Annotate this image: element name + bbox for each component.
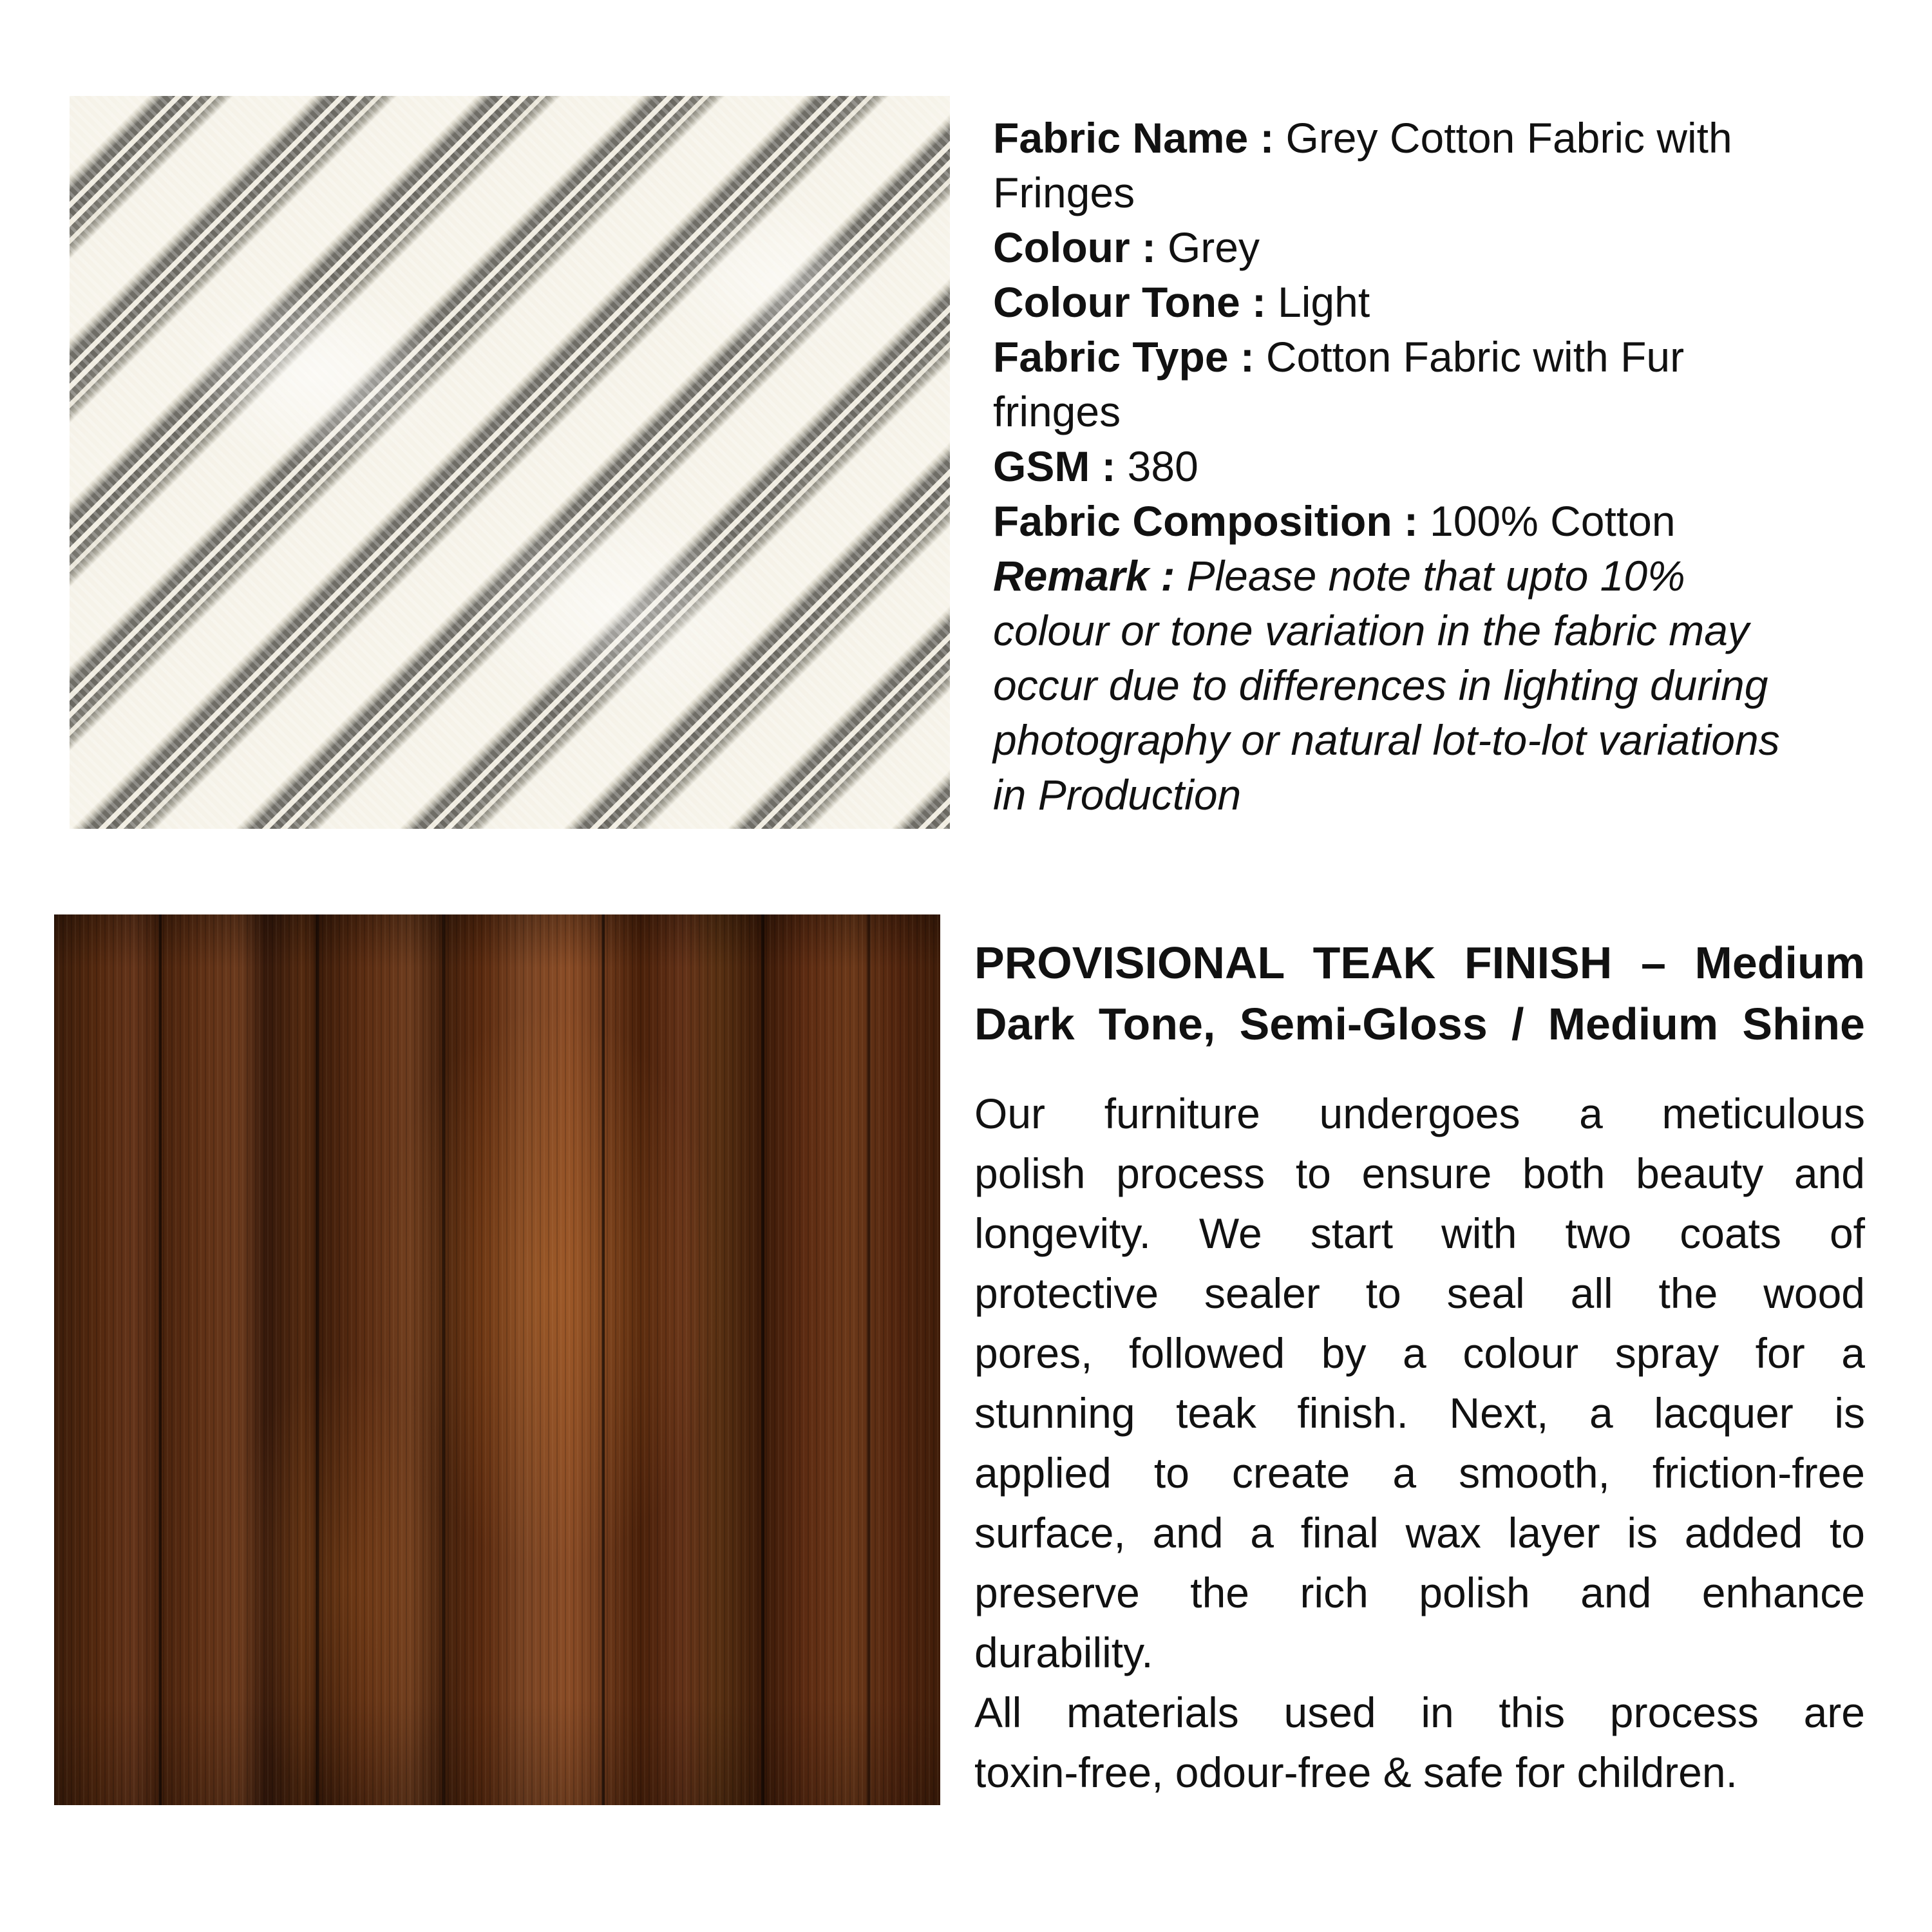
field-value: Fringes [993,169,1135,216]
body-line: pores, followed by a colour spray for a [974,1329,1865,1377]
heading-line: Dark Tone, Semi-Gloss / Medium Shine [974,999,1865,1049]
spec-line [993,330,1882,384]
body-line: durability. [974,1629,1153,1676]
teak-finish-paragraph [974,1084,1865,1803]
spec-line [993,166,1882,220]
body-line: preserve the rich polish and enhance [974,1569,1865,1616]
field-value: in Production [993,771,1242,819]
body-line: surface, and a final wax layer is added to [974,1509,1865,1557]
body-line: longevity. We start with two coats of [974,1209,1865,1257]
field-label: GSM : [993,442,1116,490]
spec-line [993,494,1882,549]
field-label: Fabric Name : [993,114,1274,162]
field-label: Fabric Composition : [993,497,1418,545]
spec-line-remark [993,603,1882,658]
spec-line [993,220,1882,275]
fabric-swatch-image [70,96,950,829]
wood-swatch-image [54,914,940,1805]
body-line: toxin-free, odour-free & safe for children. [974,1748,1738,1796]
field-value: 380 [1127,442,1198,490]
spec-line-remark [993,713,1882,768]
body-line: protective sealer to seal all the wood [974,1269,1865,1317]
body-line: Our furniture undergoes a meticulous [974,1090,1865,1137]
spec-line-remark [993,768,1882,822]
spec-line [993,275,1882,330]
field-value: 100% Cotton [1430,497,1676,545]
field-value: Light [1278,278,1370,326]
field-label: Remark : [993,552,1175,600]
body-line: stunning teak finish. Next, a lacquer is [974,1389,1865,1437]
spec-line [993,384,1882,439]
field-value: photography or natural lot-to-lot variations [993,716,1780,764]
fabric-spec-block [993,111,1882,822]
field-value: Please note that upto 10% [1186,552,1685,600]
body-line: applied to create a smooth, friction-free [974,1449,1865,1497]
field-value: Cotton Fabric with Fur [1265,333,1685,381]
heading-line: PROVISIONAL TEAK FINISH – Medium [974,938,1865,988]
field-label: Colour : [993,223,1156,271]
spec-line-remark [993,549,1882,603]
spec-line-remark [993,658,1882,713]
spec-line [993,439,1882,494]
field-label: Colour Tone : [993,278,1267,326]
teak-finish-heading [974,933,1865,1055]
field-value: occur due to differences in lighting during [993,661,1768,709]
field-label: Fabric Type : [993,333,1255,381]
fabric-fluff-texture [70,96,950,829]
field-value: colour or tone variation in the fabric may [993,607,1749,654]
teak-finish-block [974,933,1865,1803]
body-line: All materials used in this process are [974,1689,1865,1736]
spec-line [993,111,1882,166]
field-value: Grey Cotton Fabric with [1285,114,1732,162]
field-value: fringes [993,388,1121,435]
body-line: polish process to ensure both beauty and [974,1150,1865,1197]
field-value: Grey [1167,223,1260,271]
